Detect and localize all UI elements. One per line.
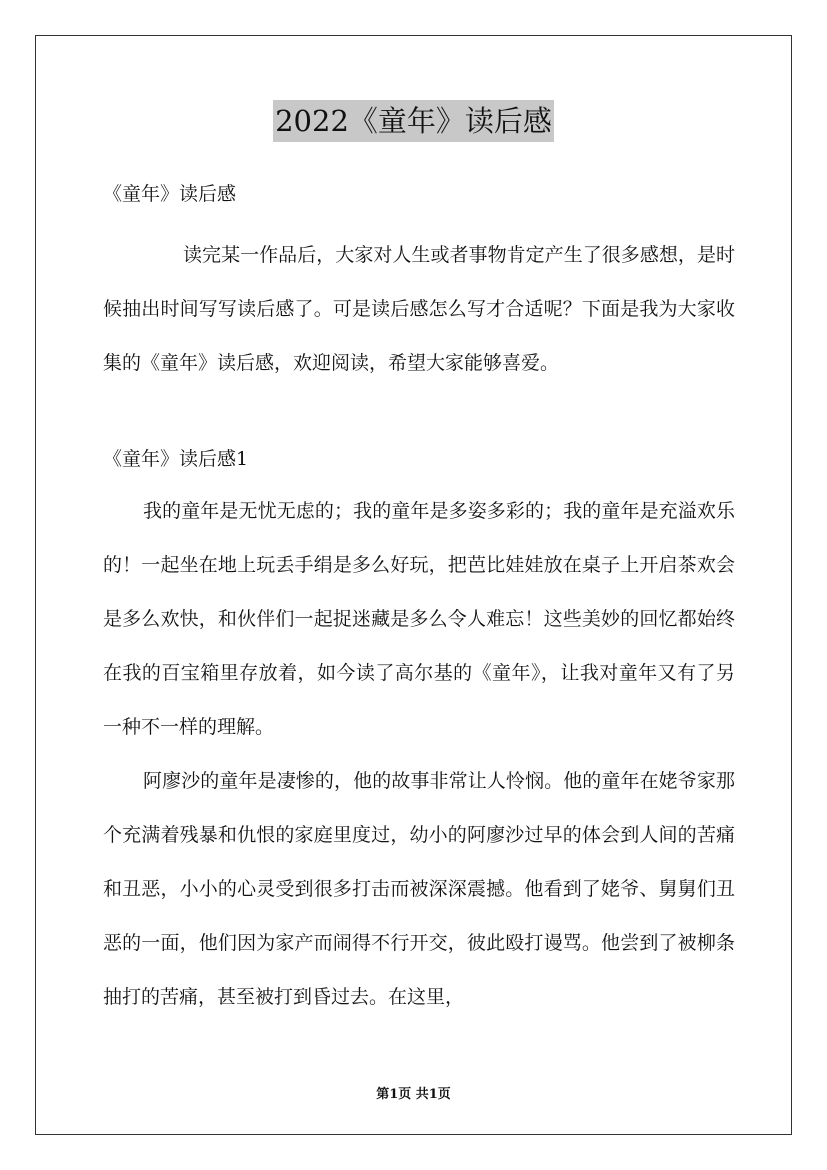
spacer (103, 390, 735, 434)
body-paragraph-1: 我的童年是无忧无虑的；我的童年是多姿多彩的；我的童年是充溢欢乐的！一起坐在地上玩丢手绢是多么好玩，把芭比娃娃放在桌子上开启茶欢会是多么欢快，和伙伴们一起捉迷藏是多么令人难忘！这些美妙的回忆都始终在我的百宝箱里存放着，如今读了高尔基的《童年》，让我对童年又有了另一种不一样的理解。 (103, 500, 735, 738)
title-container (0, 100, 827, 142)
document-subtitle: 《童年》读后感 (103, 183, 237, 205)
page-number: 第1页 共1页 (376, 1087, 451, 1102)
body-paragraph-2: 阿廖沙的童年是凄惨的，他的故事非常让人怜悯。他的童年在姥爷家那个充满着残暴和仇恨的家庭里度过，幼小的阿廖沙过早的体会到人间的苦痛和丑恶，小小的心灵受到很多打击而被深深震撼。他看到了姥爷、舅舅们丑恶的一面，他们因为家产而闹得不行开交，彼此殴打谩骂。他尝到了被柳条抽打的苦痛，甚至被打到昏过去。在这里， (103, 770, 735, 1008)
intro-paragraph: 读完某一作品后，大家对人生或者事物肯定产生了很多感想，是时候抽出时间写写读后感了。可是读后感怎么写才合适呢？下面是我为大家收集的《童年》读后感，欢迎阅读，希望大家能够喜爱。 (103, 244, 735, 374)
section-heading: 《童年》读后感1 (103, 448, 249, 470)
page-footer (0, 1083, 827, 1102)
document-body (103, 174, 735, 1024)
document-title: 2022《童年》读后感 (273, 100, 554, 142)
